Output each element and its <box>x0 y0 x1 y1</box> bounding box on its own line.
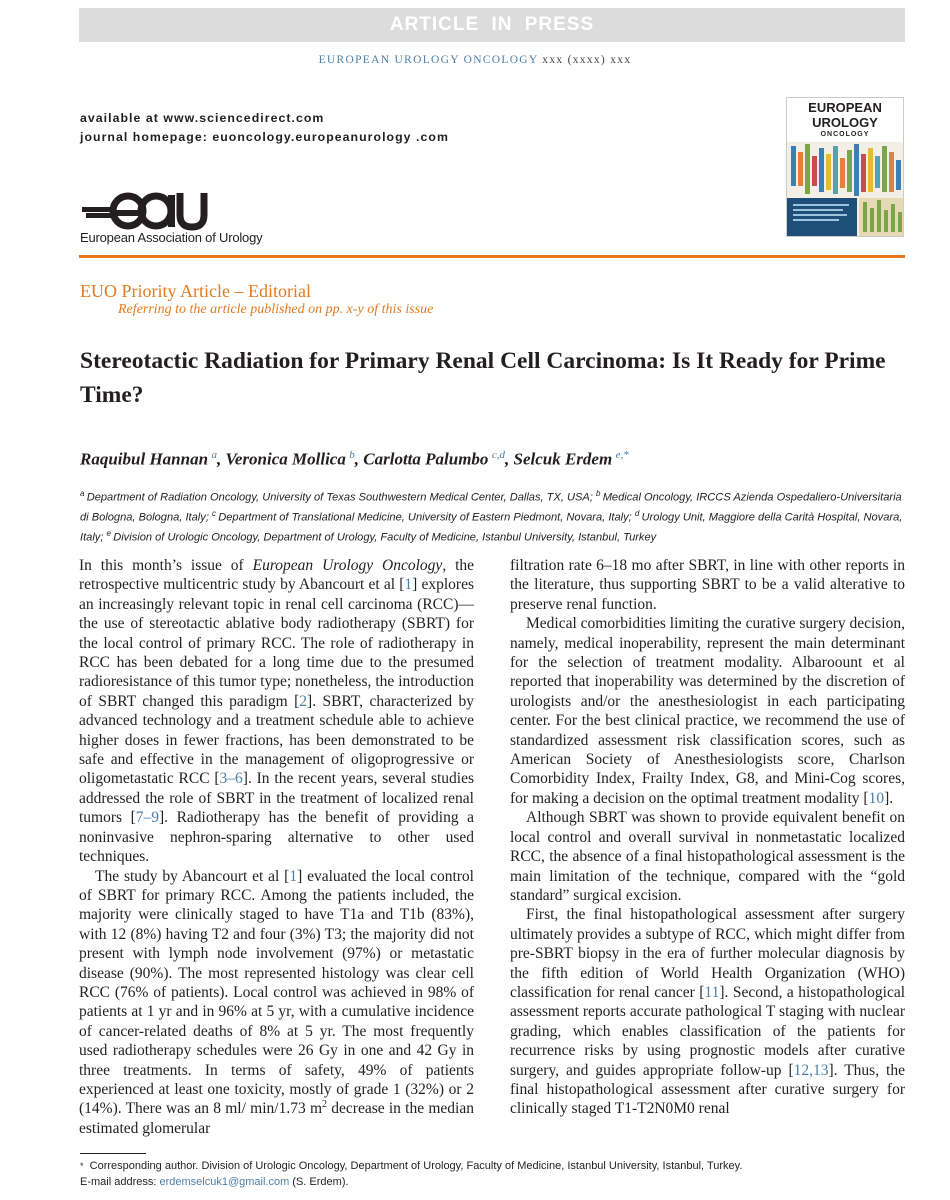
email-owner: (S. Erdem). <box>289 1175 349 1188</box>
citation-link[interactable]: 2 <box>299 692 308 710</box>
affiliation-mark: c <box>211 509 216 519</box>
body-paragraph: filtration rate 6–18 mo after SBRT, in line with other reports in the literature, thus supporting SBRT to be a valid alterative to preserve renal function. <box>510 557 905 613</box>
banner-text: ARTICLE IN PRESS <box>389 14 595 35</box>
cover-title-line3: ONCOLOGY <box>820 131 870 138</box>
affiliations <box>80 486 907 547</box>
author-name[interactable]: Selcuk Erdem <box>513 449 613 469</box>
author-name[interactable]: Veronica Mollica <box>225 449 346 469</box>
citation-link[interactable]: 1 <box>289 867 298 885</box>
eau-logo-caption: European Association of Urology <box>80 230 263 245</box>
author-list: Raquibul Hannan $^a$, Veronica Mollica $^b$, Carlotta Palumbo $^{c,d}$, Selcuk Erdem $^{e,*}$ <box>80 449 629 469</box>
body-paragraph: In this month’s issue of European Urology Oncology, the retrospective multicentric study by Abancourt et al [1] explores an increasingly relevant topic in renal cell carcinoma (RCC)—the use of stereotactic ablative body radiotherapy (SBRT) for the local control of primary RCC. The role of radiotherapy in RCC has been debated for a long time due to the presumed radioresistance of this tumor type; nonetheless, the introduction of SBRT changed this paradigm [2]. SBRT, characterized by advanced technology and a treatment schedule able to achieve higher doses in fewer fractions, has been demonstrated to be safe and effective in the management of oligoprogressive or oligometastatic RCC [3–6]. In the recent years, several studies addressed the role of SBRT in the treatment of localized renal tumors [7–9]. Radiotherapy has the benefit of providing a noninvasive nephron-sparing alternative to other used techniques. <box>79 557 475 866</box>
author-affiliation-mark[interactable]: a <box>211 449 217 461</box>
referring-article-note[interactable]: Referring to the article published on pp. x-y of this issue <box>118 302 434 317</box>
affiliation-text: Urology Unit, Maggiore della Carità Hospital, Novara, Italy; <box>80 511 903 545</box>
citation-link[interactable]: 7–9 <box>135 809 160 827</box>
email-link[interactable]: erdemselcuk1@gmail.com <box>159 1175 290 1188</box>
citation-link[interactable]: 10 <box>868 789 885 807</box>
affiliation-mark: d <box>634 509 640 519</box>
body-paragraph: First, the final histopathological assessment after surgery ultimately provides a subtype of RCC, which might differ from pre-SBRT biopsy in the era of further molecular diagnosis by the fifth edition of World Health Organization (WHO) classification for renal cancer [11]. Second, a histopathological assessment reports accurate pathological T staging with nuclear grading, which enables classification of the patients for recurrence risks by using prognostic models after curative surgery, and guides appropriate follow-up [12,13]. Thus, the final histopathological assessment after curative surgery for clinically staged T1-T2N0M0 renal <box>510 906 906 1118</box>
footnote: * Corresponding author. Division of Urologic Oncology, Department of Urology, Faculty of Medicine, Istanbul University, Istanbul, Turkey. E-mail address: erdemselcuk1@gmail.com (S. Erdem). <box>80 1160 743 1188</box>
header-divider <box>79 255 905 258</box>
affiliation-text: Division of Urologic Oncology, Department of Urology, Faculty of Medicine, Istanbul University, Istanbul, Turkey <box>113 532 657 545</box>
cover-artwork-icon <box>787 142 904 237</box>
body-column-left <box>79 556 474 1138</box>
body-paragraph: Although SBRT was shown to provide equivalent benefit on local control and overall survival in nonmetastatic localized RCC, the absence of a final histopathological assessment is the main limitation of the technique, compared with the “gold standard” surgical excision. <box>510 809 905 904</box>
journal-name-link[interactable]: EUROPEAN UROLOGY ONCOLOGY <box>318 54 539 66</box>
affiliation-mark: b <box>596 489 601 498</box>
affiliation-text: Medical Oncology, IRCCS Azienda Ospedaliero-Universitaria di Bologna, Bologna, Italy; <box>80 491 902 524</box>
article-type: EUO Priority Article – Editorial <box>80 281 311 301</box>
citation-link[interactable]: 12,13 <box>793 1061 829 1079</box>
journal-volume: xxx (xxxx) xxx <box>538 54 632 66</box>
affiliation-text: Department of Translational Medicine, University of Eastern Piedmont, Novara, Italy; <box>218 511 635 524</box>
affiliation-mark: a <box>80 489 85 498</box>
journal-running-header <box>0 54 950 66</box>
cover-title-line1: EUROPEAN <box>808 100 882 115</box>
email-label: E-mail address: <box>80 1175 160 1188</box>
author-name[interactable]: Carlotta Palumbo <box>363 449 489 469</box>
journal-cover-image[interactable] <box>786 97 904 237</box>
availability-block <box>80 109 449 147</box>
article-title: Stereotactic Radiation for Primary Renal Cell Carcinoma: Is It Ready for Prime Time? <box>80 348 886 408</box>
body-paragraph: Medical comorbidities limiting the curative surgery decision, namely, medical inoperability, represent the main determinant for the selection of treatment modality. Albaroount et al reported that inoperability was determined by the discretion of urologists and/or the anesthesiologist in each participating center. For the best clinical practice, we recommend the use of standardized assessment risk classification scores, such as American Society of Anesthesiologists score, Charlson Comorbidity Index, Frailty Index, G8, and Mini-Cog scores, for making a decision on the optimal treatment modality [10]. <box>510 615 905 807</box>
affiliation-text: Department of Radiation Oncology, University of Texas Southwestern Medical Center, Dallas, TX, USA; <box>86 491 596 504</box>
body-paragraph: The study by Abancourt et al [1] evaluated the local control of SBRT for primary RCC. Among the patients included, the majority were clinically staged to have T1a and T1b (83%), with 12 (8%) having T2 and four (3%) T3; the majority did not present with lymph node involvement (97%) or metastatic disease (90%). The most represented histology was clear cell RCC (76% of patients). Local control was achieved in 98% of patients at 1 yr and in 96% at 5 yr, with a cumulative incidence of cancer-related deaths of 8% at 5 yr. The most frequently used radiotherapy schedules were 26 Gy in one and 42 Gy in three treatments. In terms of safety, 49% of patients experienced at least one toxicity, mostly of grade 1 (32%) or 2 (14%). There was an 8 ml/ min/1.73 $m^2$ decrease in the median estimated glomerular <box>79 867 474 1137</box>
footnote-divider <box>80 1153 146 1154</box>
author-name[interactable]: Raquibul Hannan <box>80 449 209 469</box>
citation-link[interactable]: 1 <box>404 576 413 594</box>
corresponding-author-note: Corresponding author. Division of Urologic Oncology, Department of Urology, Faculty of Medicine, Istanbul University, Istanbul, Turkey. <box>89 1160 743 1172</box>
citation-link[interactable]: 3–6 <box>219 770 243 788</box>
cover-title-line2: UROLOGY <box>812 115 878 130</box>
author-affiliation-mark[interactable]: b <box>349 449 355 461</box>
citation-link[interactable]: 11 <box>704 983 720 1001</box>
body-column-right <box>510 556 905 1119</box>
sciencedirect-line: available at www.sciencedirect.com <box>80 111 325 125</box>
affiliation-mark: e <box>106 529 111 539</box>
article-in-press-banner <box>79 8 905 42</box>
journal-homepage-line: journal homepage: euoncology.europeanurology .com <box>80 130 449 144</box>
author-affiliation-mark[interactable]: e,* <box>615 449 629 461</box>
author-affiliation-mark[interactable]: c,d <box>491 449 505 461</box>
